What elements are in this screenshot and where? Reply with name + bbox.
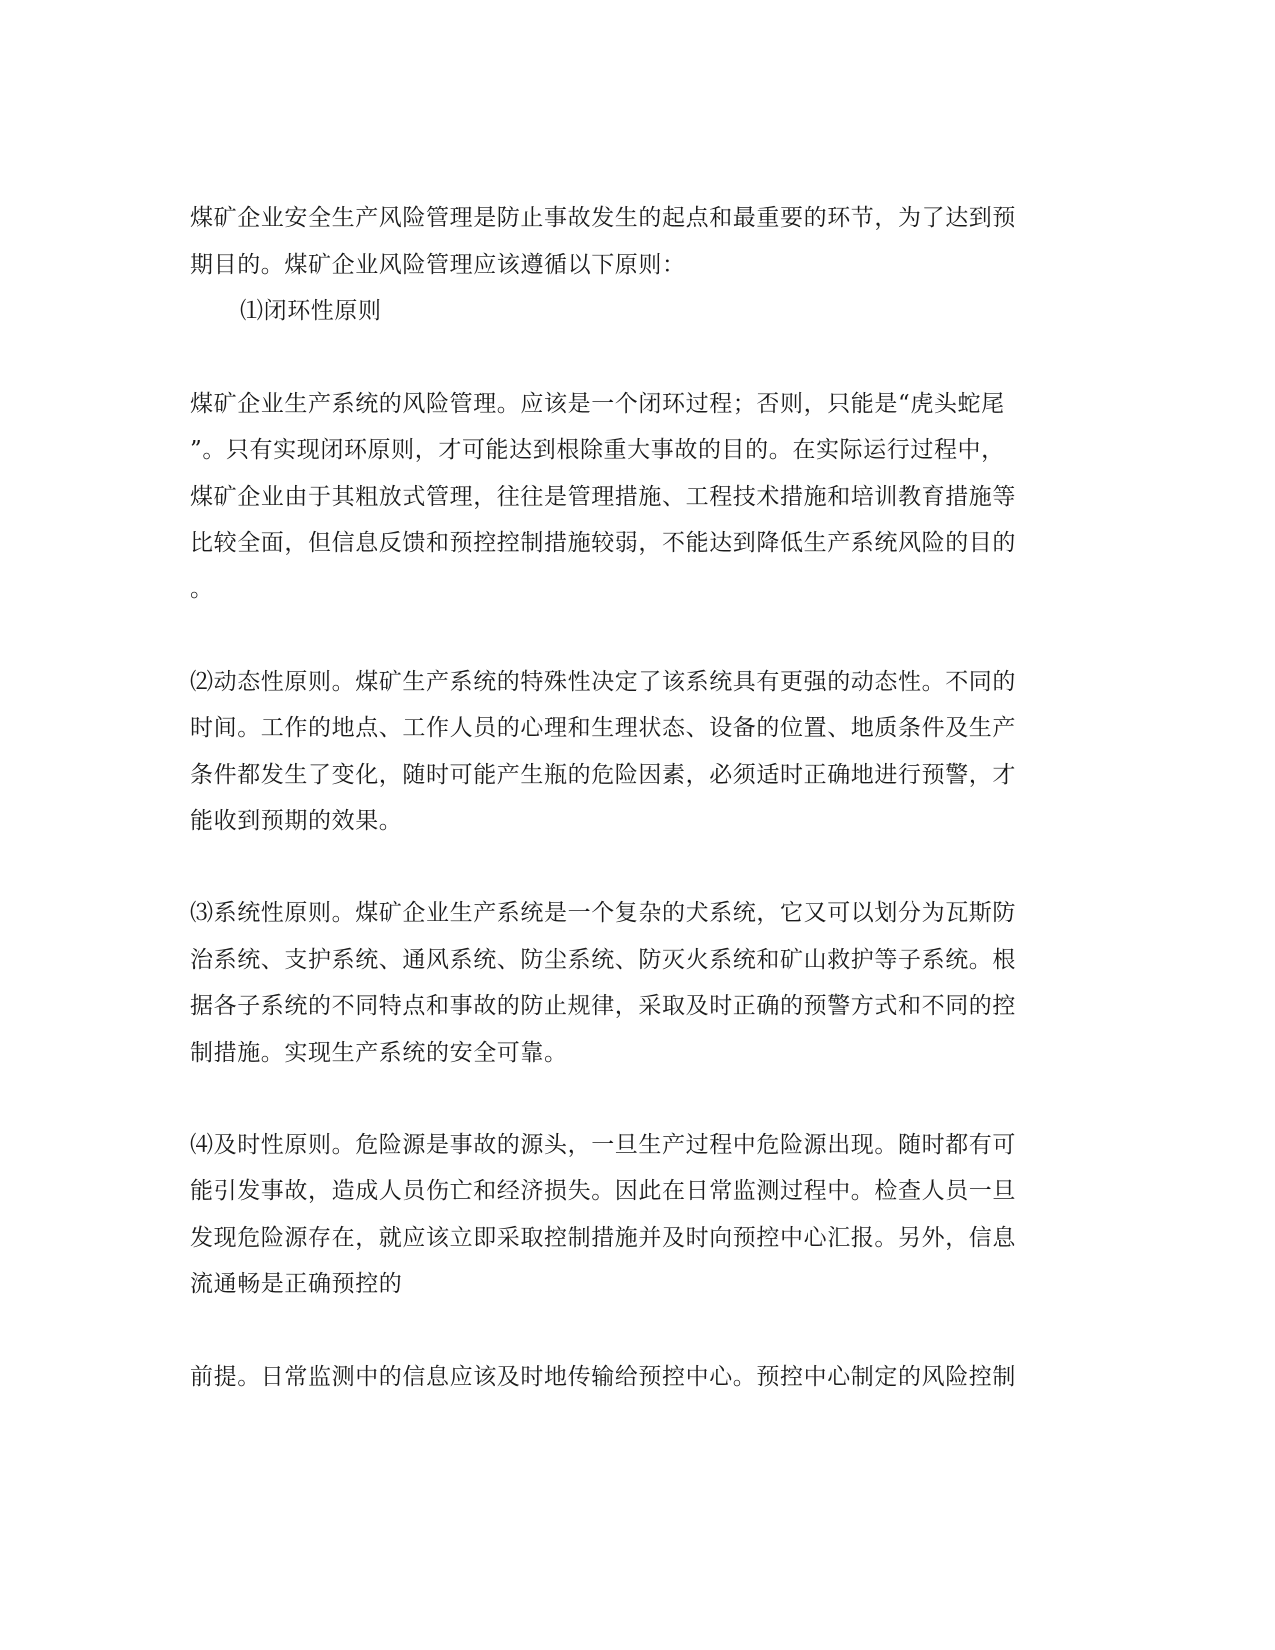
text-line: 煤矿企业生产系统的风险管理。应该是一个闭环过程；否则，只能是“虎头蛇尾 <box>190 391 1005 417</box>
text-line: ⑷及时性原则。危险源是事故的源头，一旦生产过程中危险源出现。随时都有可 <box>190 1132 1016 1158</box>
text-line: 。 <box>190 576 214 602</box>
text-line: 煤矿企业由于其粗放式管理，往往是管理措施、工程技术措施和培训教育措施等 <box>190 484 1016 510</box>
text-line: 时间。工作的地点、工作人员的心理和生理状态、设备的位置、地质条件及生产 <box>190 715 1016 741</box>
text-line: 治系统、支护系统、通风系统、防尘系统、防灭火系统和矿山救护等子系统。根 <box>190 947 1016 973</box>
text-line: ⑵动态性原则。煤矿生产系统的特殊性决定了该系统具有更强的动态性。不同的 <box>190 669 1016 695</box>
subheading-closed-loop: ⑴闭环性原则 <box>240 298 382 324</box>
text-line: ”。只有实现闭环原则，才可能达到根除重大事故的目的。在实际运行过程中， <box>190 437 1005 463</box>
text-line: 能引发事故，造成人员伤亡和经济损失。因此在日常监测过程中。检查人员一旦 <box>190 1178 1016 1204</box>
text-line: ⑶系统性原则。煤矿企业生产系统是一个复杂的犬系统，它又可以划分为瓦斯防 <box>190 900 1016 926</box>
text-line: 期目的。煤矿企业风险管理应该遵循以下原则： <box>190 252 686 278</box>
text-line: 制措施。实现生产系统的安全可靠。 <box>190 1040 568 1066</box>
text-line: 比较全面，但信息反馈和预控控制措施较弱，不能达到降低生产系统风险的目的 <box>190 530 1016 556</box>
text-line: 流通畅是正确预控的 <box>190 1271 403 1297</box>
text-line: 条件都发生了变化，随时可能产生瓶的危险因素，必须适时正确地进行预警，才 <box>190 762 1016 788</box>
text-line: 前提。日常监测中的信息应该及时地传输给预控中心。预控中心制定的风险控制 <box>190 1364 1016 1390</box>
text-line: 发现危险源存在，就应该立即采取控制措施并及时向预控中心汇报。另外，信息 <box>190 1225 1016 1251</box>
text-line: 据各子系统的不同特点和事故的防止规律，采取及时正确的预警方式和不同的控 <box>190 993 1016 1019</box>
text-line: 煤矿企业安全生产风险管理是防止事故发生的起点和最重要的环节，为了达到预 <box>190 205 1016 231</box>
text-line: 能收到预期的效果。 <box>190 808 403 834</box>
